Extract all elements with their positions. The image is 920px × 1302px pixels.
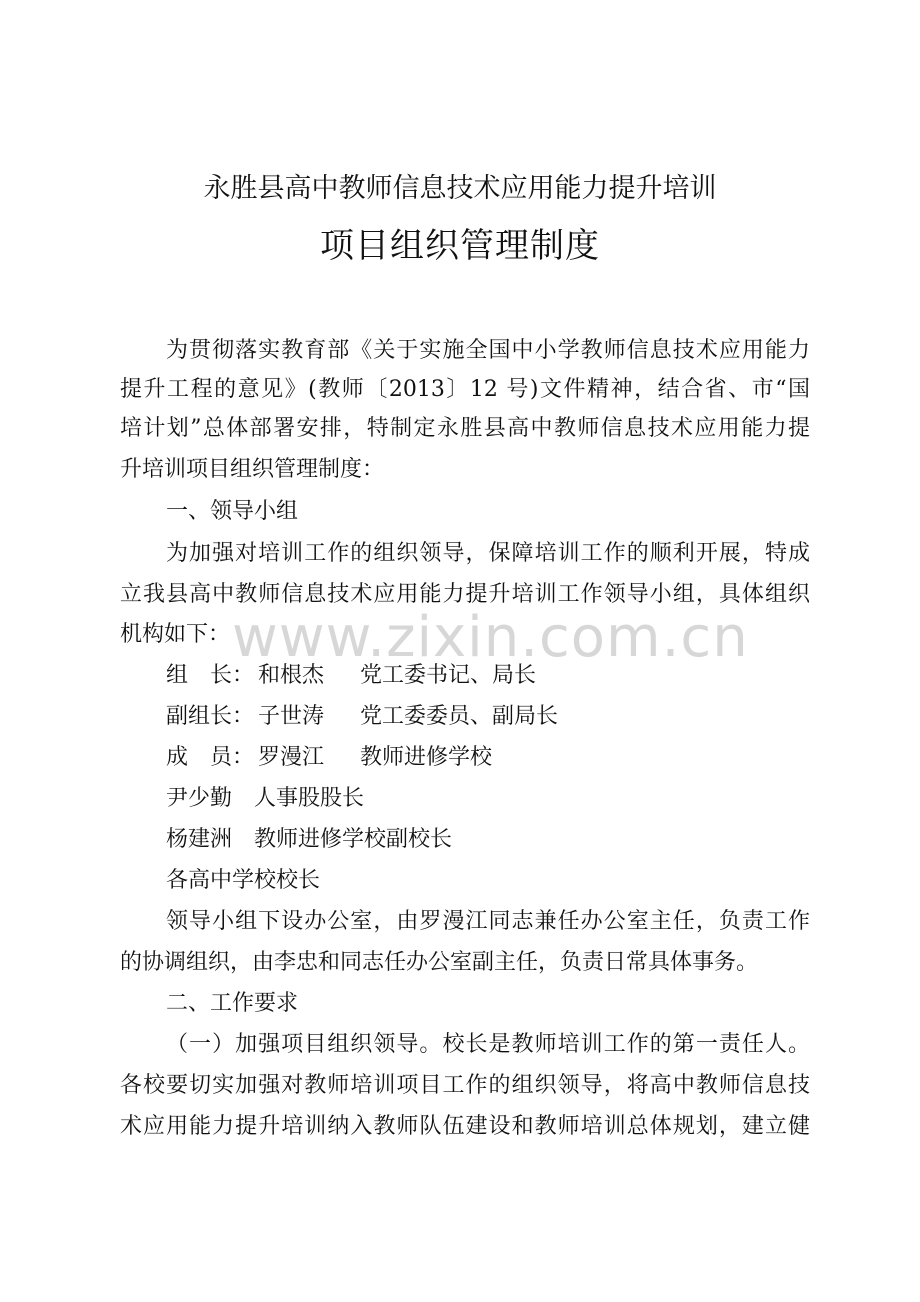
intro-line-1: 为贯彻落实教育部《关于实施全国中小学教师信息技术应用能力 [166, 338, 810, 363]
extra-member: 尹少勤 人事股股长 [166, 786, 365, 811]
intro-line-2: 提升工程的意见》(教师〔2013〕12 号)文件精神，结合省、市“国 [120, 377, 810, 402]
section2-line-1: （一）加强项目组织领导。校长是教师培训工作的第一责任人。 [166, 1032, 810, 1057]
office-line-2: 的协调组织，由李忠和同志任办公室副主任，负责日常具体事务。 [120, 950, 759, 975]
member-title: 教师进修学校 [360, 745, 493, 770]
office-line-1: 领导小组下设办公室，由罗漫江同志兼任办公室主任，负责工作 [166, 909, 810, 934]
extra-member: 杨建洲 教师进修学校副校长 [166, 827, 453, 852]
document-title-line2: 项目组织管理制度 [320, 226, 600, 266]
member-title: 党工委书记、局长 [360, 663, 537, 688]
section1-line-3: 机构如下： [120, 622, 231, 647]
member-role: 组 长： [166, 663, 255, 688]
member-name: 罗漫江 [258, 745, 325, 770]
extra-member: 各高中学校校长 [166, 868, 321, 893]
member-role: 成 员： [166, 745, 255, 770]
section2-heading: 二、工作要求 [166, 991, 299, 1016]
intro-line-3: 培计划”总体部署安排，特制定永胜县高中教师信息技术应用能力提 [120, 416, 810, 441]
member-row [166, 743, 810, 773]
section1-heading: 一、领导小组 [166, 499, 299, 524]
member-name: 子世涛 [258, 704, 325, 729]
section1-line-1: 为加强对培训工作的组织领导，保障培训工作的顺利开展，特成 [166, 541, 810, 566]
section2-line-3: 术应用能力提升培训纳入教师队伍建设和教师培训总体规划，建立健 [120, 1114, 810, 1139]
watermark: www.zixin.com.cn [232, 605, 749, 670]
intro-line-4: 升培训项目组织管理制度： [120, 457, 385, 482]
member-role: 副组长： [166, 704, 255, 729]
member-name: 和根杰 [258, 663, 325, 688]
member-row [166, 702, 810, 732]
section2-line-2: 各校要切实加强对教师培训项目工作的组织领导，将高中教师信息技 [120, 1073, 810, 1098]
document-title-line1: 永胜县高中教师信息技术应用能力提升培训 [203, 173, 717, 204]
section1-line-2: 立我县高中教师信息技术应用能力提升培训工作领导小组，具体组织 [120, 582, 810, 607]
member-title: 党工委委员、副局长 [360, 704, 559, 729]
